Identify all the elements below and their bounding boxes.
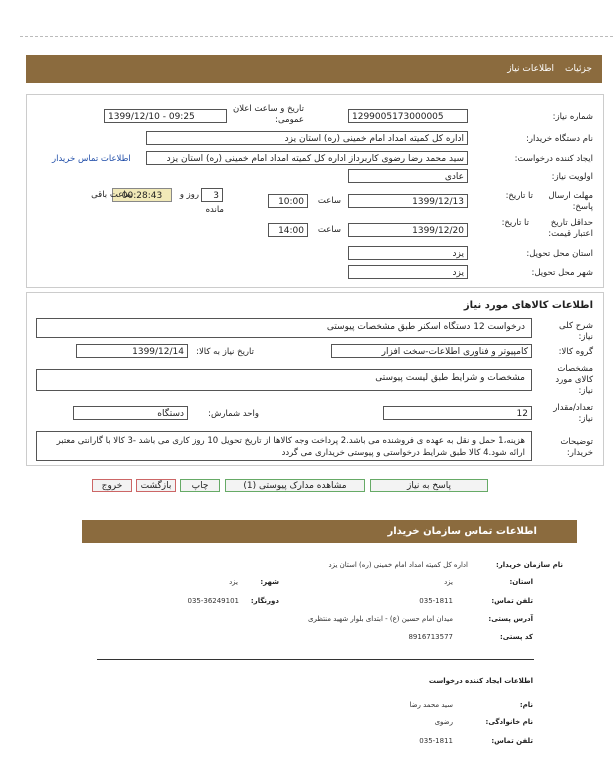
unit-field: دستگاه [73, 406, 188, 420]
delivery-city-label: شهر محل تحویل: [531, 268, 593, 278]
reply-button[interactable]: پاسخ به نیاز [370, 479, 488, 492]
requester-label: ایجاد کننده درخواست: [514, 154, 593, 164]
group-field: کامپیوتر و فناوری اطلاعات-سخت افزار [331, 344, 532, 358]
qty-field: 12 [383, 406, 532, 420]
need-date-field: 1399/12/14 [76, 344, 188, 358]
contact-header [82, 520, 577, 543]
contact-postal-label: کد پستی: [499, 633, 533, 641]
contact-org-label: نام سازمان خریدار: [495, 561, 563, 569]
creator-name-label: نام: [519, 701, 533, 709]
exit-button[interactable]: خروج [92, 479, 132, 492]
reply-to-date-label: تا تاریخ: [505, 191, 533, 201]
spec-label: مشخصات کالای مورد نیاز: [555, 364, 593, 396]
contact-province-label: استان: [509, 578, 533, 586]
reply-deadline-label: مهلت ارسال پاسخ: [548, 191, 593, 212]
price-date-field: 1399/12/20 [348, 223, 468, 237]
announce-label: تاریخ و ساعت اعلان عمومی: [232, 104, 304, 125]
reply-date-field: 1399/12/13 [348, 194, 468, 208]
price-time-field: 14:00 [268, 223, 308, 237]
creator-phone-label: تلفن تماس: [491, 737, 533, 745]
contact-city-value: یزد [229, 578, 238, 586]
reply-time-field: 10:00 [268, 194, 308, 208]
contact-postal-value: 8916713577 [408, 633, 453, 641]
creator-family-label: نام خانوادگی: [485, 718, 533, 726]
priority-field: عادی [348, 169, 468, 183]
announce-field: 1399/12/10 - 09:25 [104, 109, 227, 123]
creator-phone-value: 035-1811 [419, 737, 453, 745]
countdown-timer: 00:28:43 [112, 188, 172, 202]
delivery-city-field: یزد [348, 265, 468, 279]
need-number-field: 1299005173000005 [348, 109, 468, 123]
contact-fax-value: 035-36249101 [187, 597, 239, 605]
remaining-label: مانده [205, 205, 224, 215]
contact-fax-label: دورنگار: [250, 597, 279, 605]
unit-label: واحد شمارش: [208, 409, 259, 419]
creator-title: اطلاعات ایجاد کننده درخواست [428, 677, 533, 685]
requester-field: سید محمد رضا رضوی کاربرداز اداره کل کمیته امداد امام خمینی (ره) استان یزد [146, 151, 468, 165]
creator-family-value: رضوی [434, 718, 453, 726]
contact-address-label: آدرس پستی: [488, 615, 533, 623]
notes-label: توضیحات خریدار: [560, 437, 593, 458]
price-time-label: ساعت [317, 225, 341, 235]
desc-label: شرح کلی نیاز: [559, 321, 593, 342]
delivery-province-label: استان محل تحویل: [526, 249, 593, 259]
print-button[interactable]: چاپ [180, 479, 220, 492]
tab-details[interactable]: جزئیات [565, 64, 592, 74]
creator-name-value: سید محمد رضا [409, 701, 453, 709]
price-to-date-label: تا تاریخ: [501, 218, 529, 228]
contact-org-value: اداره کل کمیته امداد امام خمینی (ره) استان یزد [328, 561, 468, 569]
reply-time-label: ساعت [317, 196, 341, 206]
notes-field: هزینه،1 حمل و نقل به عهده ی فروشنده می باشد.2 پرداخت وجه کالاها از تاریخ تحویل 10 روز کاری می باشد -3 کالا با گارانتی معتبر ارائه شود.4 کالا طبق شرایط درخواستی و پیوستی خریداری می گردد [36, 431, 532, 461]
need-date-label: تاریخ نیاز به کالا: [196, 347, 254, 357]
contact-city-label: شهر: [260, 578, 279, 586]
contact-divider [97, 659, 534, 660]
spec-field: مشخصات و شرایط طبق لیست پیوستی [36, 369, 532, 391]
buyer-contact-link[interactable]: اطلاعات تماس خریدار [52, 154, 131, 164]
buyer-org-label: نام دستگاه خریدار: [526, 134, 593, 144]
qty-label: تعداد/مقدار نیاز: [553, 403, 593, 424]
countdown-label: ساعت باقی [91, 190, 133, 200]
attachments-button[interactable]: مشاهده مدارک پیوستی (1) [225, 479, 365, 492]
contact-province-value: یزد [444, 578, 453, 586]
need-number-label: شماره نیاز: [552, 112, 593, 122]
delivery-province-field: یزد [348, 246, 468, 260]
contact-address-value: میدان امام حسین (ع) - ابتدای بلوار شهید منتظری [307, 615, 453, 623]
page-header [26, 55, 602, 83]
goods-title: اطلاعات کالاهای مورد نیاز [463, 300, 593, 311]
top-divider [20, 36, 613, 37]
contact-phone-value: 035-1811 [419, 597, 453, 605]
days-label: روز و [179, 190, 199, 200]
tab-need-info[interactable]: اطلاعات نیاز [507, 64, 554, 74]
back-button[interactable]: بازگشت [136, 479, 176, 492]
contact-title: اطلاعات تماس سازمان خریدار [387, 526, 537, 537]
days-left-field: 3 [201, 188, 223, 202]
buyer-org-field: اداره کل کمیته امداد امام خمینی (ره) استان یزد [146, 131, 468, 145]
group-label: گروه کالا: [558, 347, 593, 357]
contact-phone-label: تلفن تماس: [491, 597, 533, 605]
price-validity-label: حداقل تاریخ اعتبار قیمت: [548, 218, 593, 239]
desc-field: درخواست 12 دستگاه اسکنر طبق مشخصات پیوستی [36, 318, 532, 338]
priority-label: اولویت نیاز: [551, 172, 593, 182]
